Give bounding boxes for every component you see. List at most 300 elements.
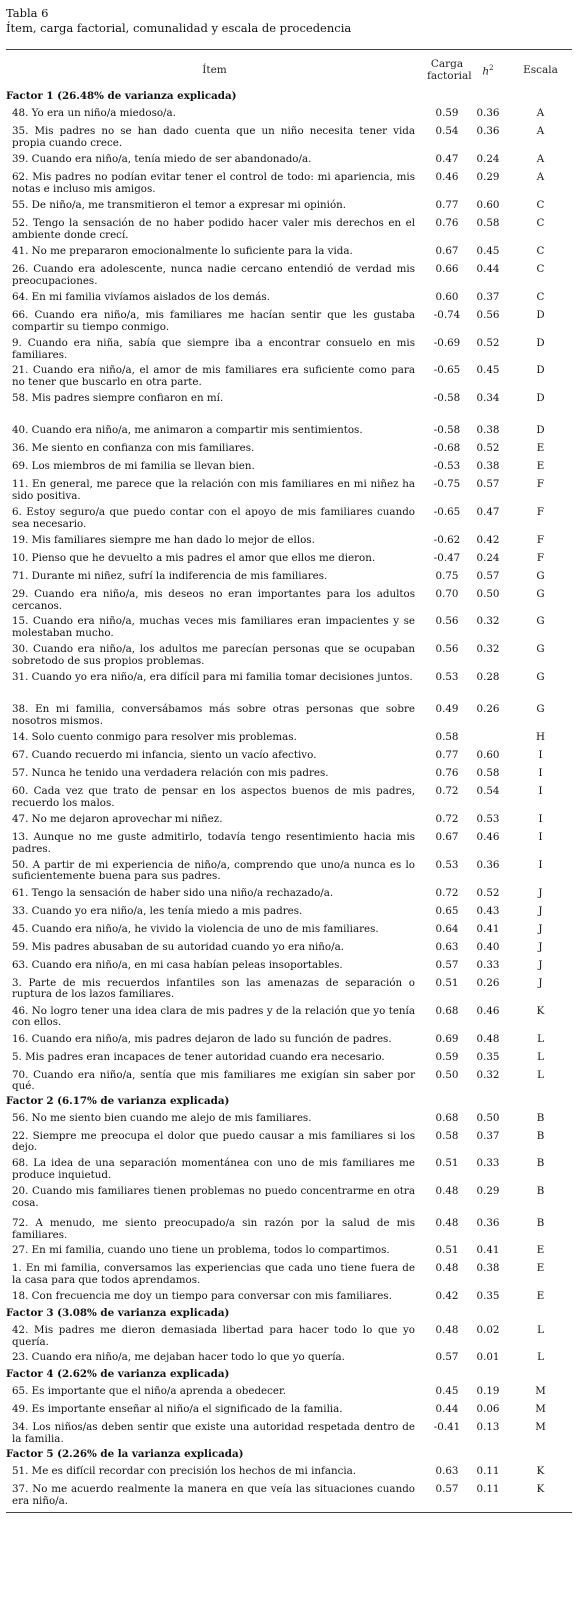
- comunalidad-value: 0.24: [476, 552, 500, 565]
- table-row: [6, 1111, 572, 1129]
- carga-factorial-value: 0.57: [435, 1351, 459, 1364]
- table-row: [6, 858, 572, 886]
- comunalidad-value: 0.26: [476, 976, 500, 989]
- carga-factorial-value: 0.63: [435, 940, 459, 953]
- comunalidad-value: 0.60: [476, 749, 500, 762]
- escala-value: F: [536, 534, 545, 547]
- escala-value: B: [536, 1156, 545, 1169]
- table-row: [6, 477, 572, 505]
- item-text: 14. Solo cuento conmigo para resolver mis problemas.: [12, 731, 297, 744]
- comunalidad-value: 0.52: [476, 886, 500, 899]
- escala-value: L: [537, 1351, 544, 1364]
- table-row: [6, 1243, 572, 1261]
- item-text: 23. Cuando era niño/a, me dejaban hacer todo lo que yo quería.: [12, 1351, 345, 1364]
- comunalidad-value: 0.01: [476, 1351, 500, 1364]
- header-carga-line2: factorial: [427, 70, 472, 82]
- table-row: [6, 336, 572, 363]
- comunalidad-value: 0.36: [476, 107, 500, 119]
- comunalidad-value: 0.42: [476, 534, 500, 547]
- factor-heading-row: [6, 90, 572, 106]
- table-row: [6, 216, 572, 244]
- table-row: [6, 784, 572, 812]
- carga-factorial-value: 0.59: [435, 107, 459, 119]
- escala-value: M: [535, 1403, 546, 1416]
- escala-value: L: [537, 1324, 544, 1337]
- carga-factorial-value: 0.48: [435, 1216, 459, 1229]
- table-row: [6, 363, 572, 391]
- comunalidad-value: 0.52: [476, 442, 500, 455]
- table-row: [6, 976, 572, 1004]
- table-row: [6, 1032, 572, 1050]
- table-row: [6, 830, 572, 857]
- escala-value: J: [538, 904, 543, 917]
- carga-factorial-value: 0.66: [435, 263, 459, 275]
- table-row: [6, 1261, 572, 1289]
- escala-value: E: [536, 442, 545, 455]
- escala-value: E: [536, 1290, 545, 1303]
- carga-factorial-value: 0.57: [435, 958, 459, 971]
- carga-factorial-value: 0.65: [435, 904, 459, 917]
- table-row: [6, 812, 572, 830]
- table-row: [6, 533, 572, 551]
- escala-value: C: [536, 263, 545, 275]
- item-text: 63. Cuando era niño/a, en mi casa habían peleas insoportables.: [12, 958, 343, 971]
- comunalidad-value: 0.32: [476, 643, 500, 656]
- escala-value: C: [536, 217, 545, 229]
- escala-value: G: [536, 643, 545, 656]
- carga-factorial-value: -0.47: [433, 552, 461, 565]
- item-text: 71. Durante mi niñez, sufrí la indiferencia de mis familiares.: [12, 570, 328, 583]
- table-row: [6, 1402, 572, 1420]
- item-text: 27. En mi familia, cuando uno tiene un problema, todos lo compartimos.: [12, 1244, 390, 1257]
- carga-factorial-value: 0.60: [435, 291, 459, 303]
- comunalidad-value: 0.11: [476, 1465, 500, 1478]
- escala-value: G: [536, 570, 545, 583]
- escala-value: I: [538, 749, 543, 762]
- escala-value: F: [536, 506, 545, 519]
- item-text: 15. Cuando era niño/a, muchas veces mis familiares eran impacientes y se molestaban mucho.: [12, 615, 415, 639]
- item-text: 42. Mis padres me dieron demasiada libertad para hacer todo lo que yo quería.: [12, 1324, 415, 1348]
- table-row: [6, 1420, 572, 1448]
- comunalidad-value: 0.29: [476, 171, 500, 183]
- carga-factorial-value: 0.58: [435, 731, 459, 744]
- table-caption: [6, 6, 572, 36]
- item-text: 41. No me prepararon emocionalmente lo suficiente para la vida.: [12, 245, 353, 257]
- table-row: [6, 922, 572, 940]
- comunalidad-value: 0.38: [476, 460, 500, 473]
- header-h2: [467, 50, 509, 90]
- comunalidad-value: 0.45: [476, 245, 500, 257]
- escala-value: B: [536, 1129, 545, 1142]
- carga-factorial-value: 0.72: [435, 886, 459, 899]
- item-text: 38. En mi familia, conversábamos más sobre otras personas que sobre nosotros mismos.: [12, 703, 415, 727]
- carga-factorial-value: 0.46: [435, 171, 459, 183]
- factor-heading: Factor 3 (3.08% de varianza explicada): [6, 1307, 230, 1320]
- comunalidad-value: 0.37: [476, 291, 500, 303]
- table-row: [6, 642, 572, 670]
- item-text: 36. Me siento en confianza con mis familiares.: [12, 442, 255, 455]
- comunalidad-value: 0.19: [476, 1385, 500, 1398]
- header-h2-symbol: h: [482, 65, 490, 78]
- item-text: 35. Mis padres no se han dado cuenta que un niño necesita tener vida propia cuando crece.: [12, 125, 415, 149]
- factor-heading-row: [6, 1368, 572, 1384]
- item-text: 55. De niño/a, me transmitieron el temor a expresar mi opinión.: [12, 199, 347, 211]
- table-row: [6, 391, 572, 423]
- carga-factorial-value: 0.51: [435, 976, 459, 989]
- item-text: 59. Mis padres abusaban de su autoridad cuando yo era niño/a.: [12, 940, 345, 953]
- escala-value: J: [538, 940, 543, 953]
- item-text: 26. Cuando era adolescente, nunca nadie cercano entendió de verdad mis preocupaciones.: [12, 263, 415, 287]
- escala-value: I: [538, 858, 543, 871]
- table-row: [6, 1184, 572, 1216]
- carga-factorial-value: -0.74: [433, 309, 461, 321]
- escala-value: C: [536, 199, 545, 211]
- escala-value: B: [536, 1184, 545, 1197]
- comunalidad-value: 0.29: [476, 1184, 500, 1197]
- carga-factorial-value: -0.65: [433, 506, 461, 519]
- carga-factorial-value: 0.48: [435, 1262, 459, 1275]
- carga-factorial-value: -0.41: [433, 1421, 461, 1434]
- table-row: [6, 423, 572, 441]
- escala-value: M: [535, 1385, 546, 1398]
- carga-factorial-value: -0.69: [433, 337, 461, 349]
- item-text: 58. Mis padres siempre confiaron en mí.: [12, 392, 224, 405]
- comunalidad-value: 0.41: [476, 922, 500, 935]
- comunalidad-value: 0.36: [476, 125, 500, 137]
- table-row: [6, 244, 572, 262]
- escala-value: K: [536, 1004, 545, 1017]
- item-text: 18. Con frecuencia me doy un tiempo para conversar con mis familiares.: [12, 1290, 392, 1303]
- item-text: 50. A partir de mi experiencia de niño/a, comprendo que uno/a nunca es lo suficientemente buena para sus padres.: [12, 858, 415, 883]
- table-number: Tabla 6: [6, 6, 49, 20]
- escala-value: D: [536, 309, 545, 321]
- comunalidad-value: 0.43: [476, 904, 500, 917]
- carga-factorial-value: 0.77: [435, 199, 459, 211]
- comunalidad-value: 0.38: [476, 1262, 500, 1275]
- escala-value: K: [536, 1465, 545, 1478]
- header-carga-line1: Carga: [430, 58, 464, 70]
- item-text: 30. Cuando era niño/a, los adultos me parecían personas que se ocupaban sobretodo de sus propios problemas.: [12, 643, 415, 667]
- comunalidad-value: 0.58: [476, 217, 500, 229]
- escala-value: G: [536, 703, 545, 716]
- comunalidad-value: 0.02: [476, 1324, 500, 1337]
- comunalidad-value: 0.06: [476, 1403, 500, 1416]
- item-text: 20. Cuando mis familiares tienen problemas no puedo concentrarme en otra cosa.: [12, 1184, 415, 1209]
- escala-value: C: [536, 291, 545, 303]
- carga-factorial-value: -0.65: [433, 364, 461, 377]
- carga-factorial-value: 0.50: [435, 1068, 459, 1081]
- comunalidad-value: 0.44: [476, 263, 500, 275]
- escala-value: B: [536, 1216, 545, 1229]
- header-item: Ítem: [202, 64, 227, 76]
- carga-factorial-value: 0.72: [435, 813, 459, 826]
- factor-table: [6, 50, 572, 1510]
- carga-factorial-value: 0.69: [435, 1032, 459, 1045]
- carga-factorial-value: 0.76: [435, 767, 459, 780]
- table-row: [6, 766, 572, 784]
- item-text: 13. Aunque no me guste admitirlo, todavía tengo resentimiento hacia mis padres.: [12, 831, 415, 855]
- item-text: 48. Yo era un niño/a miedoso/a.: [12, 107, 176, 119]
- escala-value: K: [536, 1483, 545, 1496]
- item-text: 31. Cuando yo era niño/a, era difícil para mi familia tomar decisiones juntos.: [12, 671, 413, 684]
- item-text: 57. Nunca he tenido una verdadera relación con mis padres.: [12, 767, 329, 780]
- item-text: 40. Cuando era niño/a, me animaron a compartir mis sentimientos.: [12, 424, 363, 437]
- escala-value: L: [537, 1068, 544, 1081]
- carga-factorial-value: 0.75: [435, 570, 459, 583]
- header-escala: Escala: [523, 64, 558, 76]
- comunalidad-value: 0.57: [476, 478, 500, 491]
- item-text: 56. No me siento bien cuando me alejo de mis familiares.: [12, 1111, 312, 1124]
- table-row: [6, 587, 572, 614]
- factor-heading-row: [6, 1448, 572, 1464]
- table-row: [6, 505, 572, 533]
- table-row: [6, 1050, 572, 1068]
- carga-factorial-value: 0.63: [435, 1465, 459, 1478]
- carga-factorial-value: 0.64: [435, 922, 459, 935]
- item-text: 51. Me es difícil recordar con precisión los hechos de mi infancia.: [12, 1465, 357, 1478]
- factor-heading: Factor 4 (2.62% de varianza explicada): [6, 1368, 230, 1381]
- item-text: 6. Estoy seguro/a que puedo contar con el apoyo de mis familiares cuando sea necesario.: [12, 506, 415, 530]
- item-text: 1. En mi familia, conversamos las experiencias que cada uno tiene fuera de la casa para que todos aprendamos.: [12, 1262, 415, 1286]
- item-text: 19. Mis familiares siempre me han dado lo mejor de ellos.: [12, 534, 315, 547]
- table-row: [6, 290, 572, 308]
- table-row: [6, 308, 572, 336]
- header-h2-superscript: 2: [489, 64, 494, 73]
- carga-factorial-value: -0.58: [433, 424, 461, 437]
- table-row: [6, 441, 572, 459]
- table-row: [6, 702, 572, 730]
- carga-factorial-value: 0.57: [435, 1483, 459, 1496]
- escala-value: E: [536, 1244, 545, 1257]
- carga-factorial-value: 0.70: [435, 588, 459, 601]
- item-text: 21. Cuando era niño/a, el amor de mis familiares era suficiente como para no tener que buscarlo en otra parte.: [12, 364, 415, 388]
- comunalidad-value: 0.48: [476, 1032, 500, 1045]
- carga-factorial-value: 0.53: [435, 671, 459, 684]
- carga-factorial-value: -0.58: [433, 392, 461, 405]
- table-row: [6, 106, 572, 124]
- carga-factorial-value: -0.62: [433, 534, 461, 547]
- table-row: [6, 614, 572, 642]
- escala-value: J: [538, 886, 543, 899]
- comunalidad-value: 0.35: [476, 1050, 500, 1063]
- escala-value: I: [538, 813, 543, 826]
- comunalidad-value: 0.50: [476, 588, 500, 601]
- comunalidad-value: 0.33: [476, 958, 500, 971]
- table-row: [6, 1289, 572, 1307]
- item-text: 46. No logro tener una idea clara de mis padres y de la relación que yo tenía con ellos.: [12, 1004, 415, 1029]
- comunalidad-value: 0.37: [476, 1129, 500, 1142]
- escala-value: J: [538, 958, 543, 971]
- carga-factorial-value: 0.56: [435, 643, 459, 656]
- comunalidad-value: 0.28: [476, 671, 500, 684]
- comunalidad-value: 0.33: [476, 1156, 500, 1169]
- escala-value: D: [536, 392, 545, 405]
- comunalidad-value: 0.32: [476, 1068, 500, 1081]
- item-text: 33. Cuando yo era niño/a, les tenía miedo a mis padres.: [12, 904, 303, 917]
- carga-factorial-value: -0.53: [433, 460, 461, 473]
- comunalidad-value: 0.56: [476, 309, 500, 321]
- item-text: 3. Parte de mis recuerdos infantiles son las amenazas de separación o ruptura de los lazos familiares.: [12, 976, 415, 1001]
- table-row: [6, 1129, 572, 1156]
- comunalidad-value: 0.50: [476, 1111, 500, 1124]
- item-text: 68. La idea de una separación momentánea con uno de mis familiares me produce inquietud.: [12, 1156, 415, 1181]
- carga-factorial-value: 0.67: [435, 245, 459, 257]
- table-row: [6, 262, 572, 290]
- carga-factorial-value: 0.42: [435, 1290, 459, 1303]
- comunalidad-value: 0.36: [476, 858, 500, 871]
- item-text: 60. Cada vez que trato de pensar en los aspectos buenos de mis padres, recuerdo los malos.: [12, 785, 415, 809]
- table-row: [6, 670, 572, 702]
- item-text: 45. Cuando era niño/a, he vivido la violencia de uno de mis familiares.: [12, 922, 379, 935]
- item-text: 16. Cuando era niño/a, mis padres dejaron de lado su función de padres.: [12, 1032, 392, 1045]
- table-body: [6, 90, 572, 1510]
- item-text: 69. Los miembros de mi familia se llevan bien.: [12, 460, 255, 473]
- table-row: [6, 748, 572, 766]
- item-text: 64. En mi familia vivíamos aislados de los demás.: [12, 291, 270, 303]
- comunalidad-value: 0.58: [476, 767, 500, 780]
- item-text: 22. Siempre me preocupa el dolor que puedo causar a mis familiares si los dejo.: [12, 1129, 415, 1154]
- item-text: 11. En general, me parece que la relación con mis familiares en mi niñez ha sido positiva.: [12, 478, 415, 502]
- item-text: 34. Los niños/as deben sentir que existe una autoridad respetada dentro de la familia.: [12, 1421, 415, 1445]
- table-row: [6, 1350, 572, 1368]
- carga-factorial-value: 0.68: [435, 1111, 459, 1124]
- carga-factorial-value: 0.44: [435, 1403, 459, 1416]
- header-carga: [427, 50, 472, 90]
- escala-value: M: [535, 1421, 546, 1434]
- carga-factorial-value: 0.53: [435, 858, 459, 871]
- table-row: [6, 1216, 572, 1243]
- comunalidad-value: 0.52: [476, 337, 500, 349]
- carga-factorial-value: 0.47: [435, 153, 459, 165]
- escala-value: L: [537, 1050, 544, 1063]
- carga-factorial-value: 0.51: [435, 1244, 459, 1257]
- comunalidad-value: 0.46: [476, 831, 500, 844]
- carga-factorial-value: 0.56: [435, 615, 459, 628]
- table-row: [6, 1156, 572, 1184]
- comunalidad-value: 0.38: [476, 424, 500, 437]
- escala-value: B: [536, 1111, 545, 1124]
- item-text: 65. Es importante que el niño/a aprenda a obedecer.: [12, 1385, 287, 1398]
- table-row: [6, 1004, 572, 1032]
- escala-value: F: [536, 552, 545, 565]
- table-row: [6, 459, 572, 477]
- item-text: 10. Pienso que he devuelto a mis padres el amor que ellos me dieron.: [12, 552, 376, 565]
- comunalidad-value: 0.41: [476, 1244, 500, 1257]
- escala-value: G: [536, 588, 545, 601]
- comunalidad-value: 0.46: [476, 1004, 500, 1017]
- comunalidad-value: 0.60: [476, 199, 500, 211]
- escala-value: J: [538, 976, 543, 989]
- escala-value: H: [536, 731, 545, 744]
- table-row: [6, 1482, 572, 1510]
- escala-value: A: [536, 171, 545, 183]
- table-row: [6, 1464, 572, 1482]
- escala-value: D: [536, 337, 545, 349]
- table-row: [6, 904, 572, 922]
- table-row: [6, 1323, 572, 1350]
- comunalidad-value: 0.54: [476, 785, 500, 798]
- item-text: 66. Cuando era niño/a, mis familiares me hacían sentir que les gustaba compartir su tiempo conmigo.: [12, 309, 415, 333]
- table-row: [6, 730, 572, 748]
- carga-factorial-value: 0.58: [435, 1129, 459, 1142]
- comunalidad-value: 0.45: [476, 364, 500, 377]
- carga-factorial-value: -0.68: [433, 442, 461, 455]
- item-text: 62. Mis padres no podían evitar tener el control de todo: mi apariencia, mis notas e incluso mis amigos.: [12, 171, 415, 195]
- carga-factorial-value: 0.77: [435, 749, 459, 762]
- item-text: 39. Cuando era niño/a, tenía miedo de ser abandonado/a.: [12, 153, 312, 165]
- factor-heading-row: [6, 1095, 572, 1111]
- comunalidad-value: 0.40: [476, 940, 500, 953]
- factor-heading: Factor 2 (6.17% de varianza explicada): [6, 1094, 230, 1107]
- table-row: [6, 886, 572, 904]
- carga-factorial-value: 0.48: [435, 1324, 459, 1337]
- table-row: [6, 152, 572, 170]
- escala-value: D: [536, 364, 545, 377]
- carga-factorial-value: 0.72: [435, 785, 459, 798]
- comunalidad-value: 0.57: [476, 570, 500, 583]
- carga-factorial-value: 0.68: [435, 1004, 459, 1017]
- table-row: [6, 569, 572, 587]
- item-text: 29. Cuando era niño/a, mis deseos no eran importantes para los adultos cercanos.: [12, 588, 415, 612]
- table-row: [6, 1068, 572, 1095]
- factor-heading: Factor 1 (26.48% de varianza explicada): [6, 90, 237, 102]
- item-text: 72. A menudo, me siento preocupado/a sin razón por la salud de mis familiares.: [12, 1216, 415, 1241]
- item-text: 52. Tengo la sensación de no haber podido hacer valer mis derechos en el ambiente donde crecí.: [12, 217, 415, 241]
- escala-value: I: [538, 831, 543, 844]
- comunalidad-value: 0.11: [476, 1483, 500, 1496]
- item-text: 61. Tengo la sensación de haber sido una niño/a rechazado/a.: [12, 886, 334, 899]
- table-row: [6, 198, 572, 216]
- table-row: [6, 551, 572, 569]
- escala-value: L: [537, 1032, 544, 1045]
- escala-value: J: [538, 922, 543, 935]
- item-text: 67. Cuando recuerdo mi infancia, siento un vacío afectivo.: [12, 749, 317, 762]
- table-row: [6, 1384, 572, 1402]
- comunalidad-value: 0.24: [476, 153, 500, 165]
- table-row: [6, 170, 572, 198]
- escala-value: A: [536, 125, 545, 137]
- comunalidad-value: [467, 730, 509, 748]
- carga-factorial-value: 0.76: [435, 217, 459, 229]
- item-text: 5. Mis padres eran incapaces de tener autoridad cuando era necesario.: [12, 1050, 385, 1063]
- escala-value: G: [536, 671, 545, 684]
- item-text: 49. Es importante enseñar al niño/a el significado de la familia.: [12, 1403, 343, 1416]
- factor-heading-row: [6, 1307, 572, 1323]
- table-row: [6, 124, 572, 152]
- carga-factorial-value: 0.54: [435, 125, 459, 137]
- comunalidad-value: 0.26: [476, 703, 500, 716]
- comunalidad-value: 0.53: [476, 813, 500, 826]
- escala-value: E: [536, 460, 545, 473]
- carga-factorial-value: -0.75: [433, 478, 461, 491]
- carga-factorial-value: 0.45: [435, 1385, 459, 1398]
- escala-value: A: [536, 153, 545, 165]
- escala-value: D: [536, 424, 545, 437]
- table-row: [6, 940, 572, 958]
- item-text: 47. No me dejaron aprovechar mi niñez.: [12, 813, 223, 826]
- comunalidad-value: 0.32: [476, 615, 500, 628]
- carga-factorial-value: 0.67: [435, 831, 459, 844]
- comunalidad-value: 0.34: [476, 392, 500, 405]
- escala-value: C: [536, 245, 545, 257]
- escala-value: F: [536, 478, 545, 491]
- comunalidad-value: 0.13: [476, 1421, 500, 1434]
- item-text: 70. Cuando era niño/a, sentía que mis familiares me exigían sin saber por qué.: [12, 1068, 415, 1093]
- escala-value: E: [536, 1262, 545, 1275]
- factor-heading: Factor 5 (2.26% de la varianza explicada): [6, 1448, 244, 1461]
- table-header: [6, 50, 572, 90]
- escala-value: A: [536, 107, 545, 119]
